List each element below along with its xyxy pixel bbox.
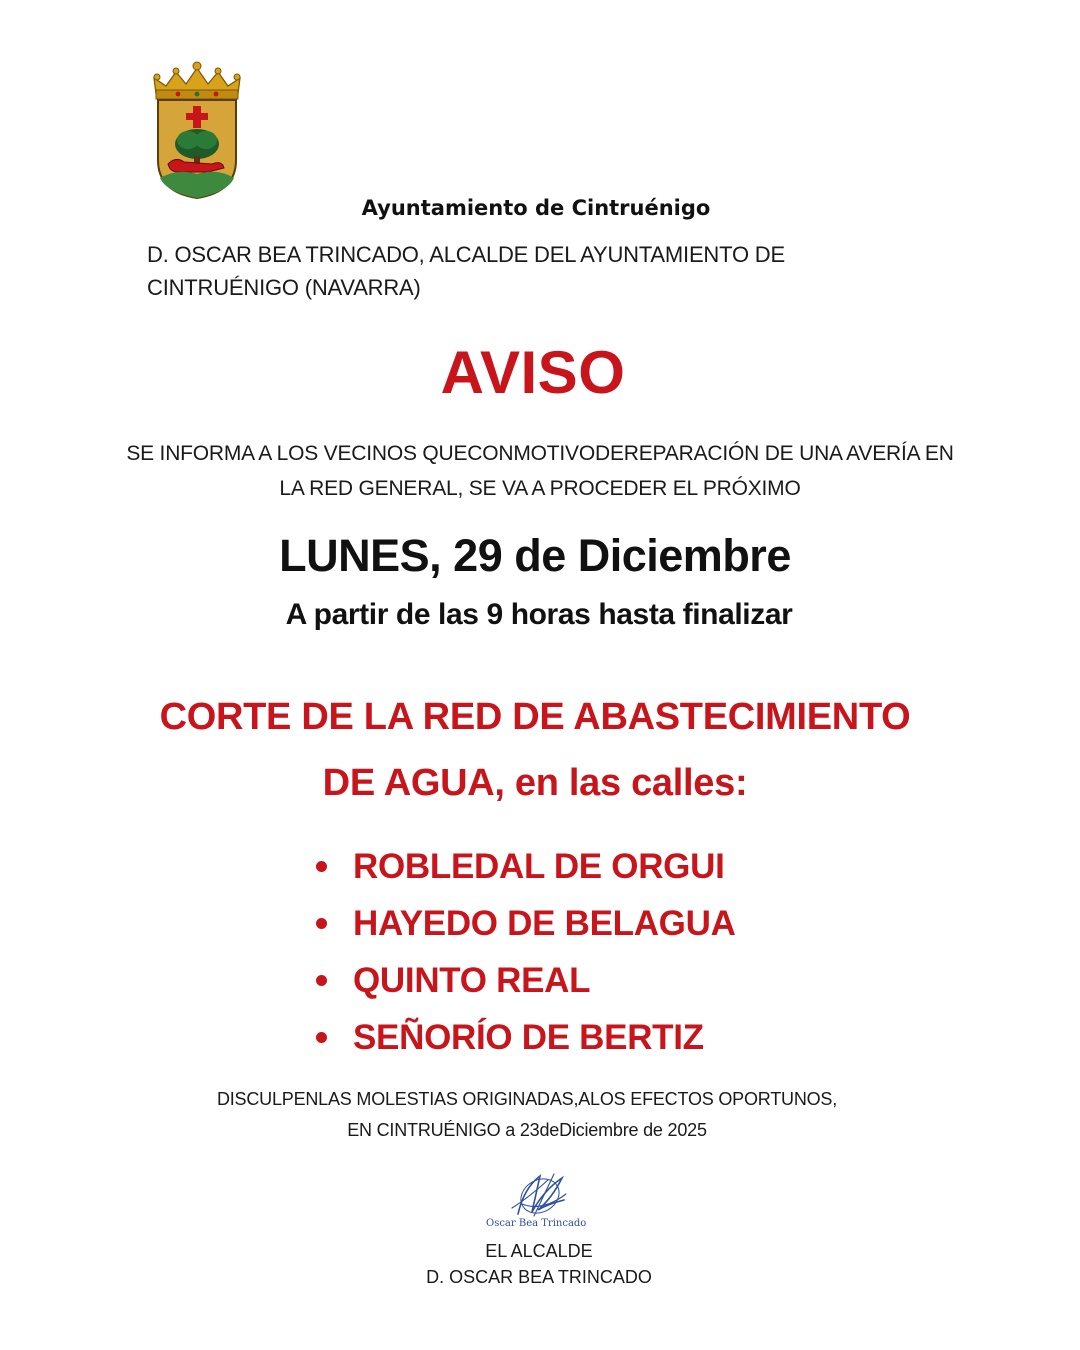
bullet-icon xyxy=(316,918,327,929)
notice-title: AVISO xyxy=(440,339,626,406)
street-name: ROBLEDAL DE ORGUI xyxy=(353,847,725,886)
coat-of-arms-icon xyxy=(148,60,246,200)
mayor-heading: D. OSCAR BEA TRINCADO, ALCALDE DEL AYUNTAMIENTO DE CINTRUÉNIGO (NAVARRA) xyxy=(147,242,785,300)
closing-text xyxy=(0,1084,1054,1146)
signatory-role: EL ALCALDE xyxy=(485,1241,593,1261)
bullet-icon xyxy=(316,975,327,986)
notice-info-line: SE INFORMA A LOS VECINOS QUECONMOTIVODEREPARACIÓN DE UNA AVERÍA EN xyxy=(126,442,954,465)
street-item xyxy=(312,895,736,952)
street-item xyxy=(312,1009,736,1066)
notice-info-line: LA RED GENERAL, SE VA A PROCEDER EL PRÓXIMO xyxy=(279,477,801,500)
street-item xyxy=(312,838,736,895)
street-item xyxy=(312,952,736,1009)
notice-time: A partir de las 9 horas hasta finalizar xyxy=(285,598,793,631)
bullet-icon xyxy=(316,1032,327,1043)
organization-name: Ayuntamiento de Cintruénigo xyxy=(361,196,711,220)
signature-handwritten-name: Oscar Bea Trincado xyxy=(486,1218,587,1229)
bullet-icon xyxy=(316,861,327,872)
street-name: SEÑORÍO DE BERTIZ xyxy=(353,1018,704,1057)
closing-line: DISCULPENLAS MOLESTIAS ORIGINADAS,ALOS EFECTOS OPORTUNOS, xyxy=(216,1089,838,1109)
water-cut-heading xyxy=(0,684,1070,816)
water-cut-heading-line: CORTE DE LA RED DE ABASTECIMIENTO xyxy=(159,696,911,738)
street-name: QUINTO REAL xyxy=(353,961,591,1000)
street-name: HAYEDO DE BELAGUA xyxy=(353,904,736,943)
closing-line: EN CINTRUÉNIGO a 23deDiciembre de 2025 xyxy=(347,1120,707,1140)
notice-info xyxy=(80,436,1000,506)
notice-date: LUNES, 29 de Diciembre xyxy=(279,530,791,581)
water-cut-heading-line: DE AGUA, en las calles: xyxy=(322,762,748,804)
affected-streets-list xyxy=(312,838,736,1066)
sign-off xyxy=(0,1238,1078,1290)
signatory-name: D. OSCAR BEA TRINCADO xyxy=(426,1267,652,1287)
